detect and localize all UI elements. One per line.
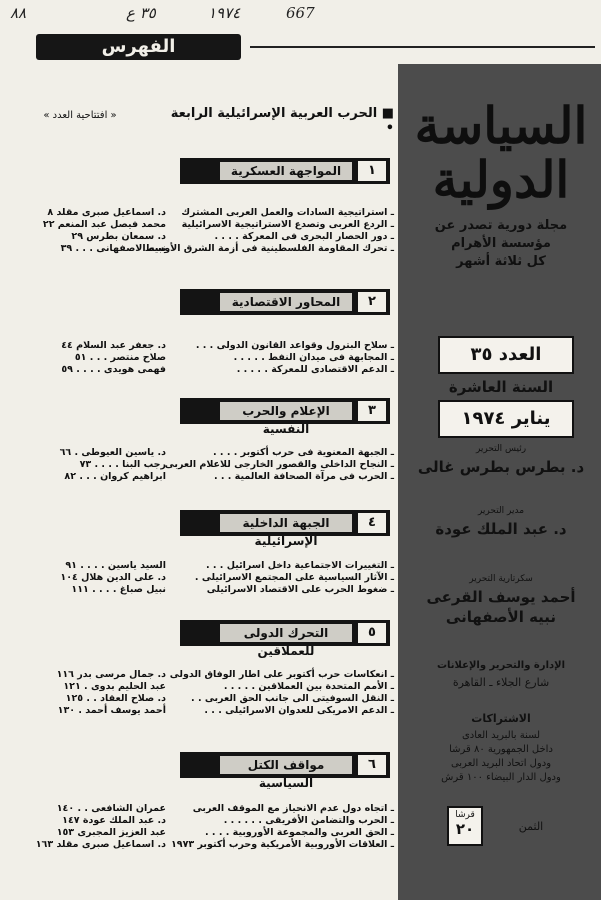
subscription-line: ودول اتحاد البريد العربى xyxy=(450,758,552,769)
article-author-page: ابراهيم كروان . . . ٨٢ xyxy=(64,471,166,482)
article-author-page: د. على الدين هلال ١٠٤ xyxy=(60,572,166,583)
toc-entry xyxy=(8,572,394,584)
admin-label: الإدارة والتحرير والإعلانات xyxy=(436,660,565,671)
article-title: ـ اتجاه دول عدم الانحياز مع الموقف العربى xyxy=(192,803,394,814)
article-title: ـ الحرب فى مرآة الصحافة العالمية . . . xyxy=(213,471,394,482)
toc-entry xyxy=(8,560,394,572)
address: شارع الجلاء ـ القاهرة xyxy=(452,676,550,689)
section-header xyxy=(180,398,390,436)
price-unit: قرشا xyxy=(455,810,475,820)
article-author-page: د. صلاح العقاد . . ١٢٥ xyxy=(65,693,166,704)
article-author-page: د. جمال مرسى بدر ١١٦ xyxy=(56,669,166,680)
toc-entry xyxy=(8,693,394,705)
chief-editor: د. بطرس بطرس غالى xyxy=(417,458,585,476)
article-author-page: د. جعفر عبد السلام ٤٤ xyxy=(61,340,166,351)
article-title: ـ الجبهة المعنوية فى حرب أكتوبر . . . . xyxy=(213,447,394,458)
article-author-page: د. ياسين العيوطى . ٦٦ xyxy=(59,447,166,458)
article-title: ـ العلاقات الأوروبية الأمريكية وحرب أكتوبر ١٩٧٣ xyxy=(171,839,394,850)
section-title: مواقف الكتل السياسية xyxy=(220,756,352,774)
article-author-page: د. سمعان بطرس ٢٩ xyxy=(71,231,166,242)
section-number: ٥ xyxy=(358,623,386,643)
manager-label: مدير التحرير xyxy=(477,506,525,516)
article-title: ـ الحرب والتضامن الأفريقى . . . . . . xyxy=(223,815,394,826)
article-title: ـ المجابهة فى ميدان النفط . . . . . xyxy=(233,352,394,363)
toc-entry xyxy=(8,207,394,219)
article-author-page: السيد ياسين . . . . ٩١ xyxy=(65,560,166,571)
section-header xyxy=(180,620,390,658)
section-number: ١ xyxy=(358,161,386,181)
article-title: ـ استراتيجية السادات والعمل العربى المشترك xyxy=(181,207,394,218)
article-author-page: محمد فيصل عبد المنعم ٢٢ xyxy=(42,219,166,230)
article-title: ـ الردع العربى وتصدع الاستراتيجية الاسرائيلية xyxy=(181,219,394,230)
section-title: المحاور الاقتصادية xyxy=(220,293,352,311)
article-author-page: فهمى هويدى . . . . ٥٩ xyxy=(61,364,166,375)
toc-entry xyxy=(8,669,394,681)
handwritten-note: ١٩٧٤ xyxy=(208,4,241,22)
toc-entry xyxy=(8,459,394,471)
article-author-page: صلاح منتصر . . . ٥١ xyxy=(74,352,166,363)
article-title: ـ التغييرات الاجتماعية داخل اسرائيل . . . xyxy=(205,560,394,571)
price-value: ٢٠ xyxy=(455,820,475,838)
issue-year: السنة العاشرة xyxy=(448,378,554,396)
toc-entry xyxy=(8,815,394,827)
section-header xyxy=(180,510,390,548)
issue-number: العدد ٣٥ xyxy=(438,336,574,374)
toc-entry xyxy=(8,705,394,717)
issue-date: يناير ١٩٧٤ xyxy=(438,400,574,438)
article-title: ـ الحق العربى والمجموعة الأوروبية . . . . xyxy=(205,827,394,838)
article-author-page: نبيل صباغ . . . . ١١١ xyxy=(71,584,166,595)
handwritten-note: 667 xyxy=(286,4,315,22)
section-header xyxy=(180,752,390,790)
article-author-page: أحمد يوسف أحمد . ١٣٠ xyxy=(57,705,166,716)
managing-editor: د. عبد الملك عودة xyxy=(435,520,567,538)
price-label: الثمن xyxy=(518,820,544,833)
toc-entry xyxy=(8,243,394,255)
article-title: ـ دور الحصار البحرى فى المعركة . . . . xyxy=(214,231,394,242)
subscription-line: لسنة بالبريد العادى xyxy=(461,730,541,741)
article-title: ـ النقل السوفيتى الى جانب الحق العربى . . xyxy=(191,693,394,704)
magazine-tagline: مجلة دورية تصدر عن xyxy=(434,218,568,233)
magazine-name-line2: الدولية xyxy=(432,150,570,209)
chief-label: رئيس التحرير xyxy=(475,444,527,454)
handwritten-note: ٨٨ xyxy=(10,4,27,22)
section-number: ٢ xyxy=(358,292,386,312)
toc-entry xyxy=(8,219,394,231)
magazine-tagline: مؤسسة الأهرام xyxy=(451,236,551,251)
section-title: التحرك الدولى للعملاقين xyxy=(220,624,352,642)
toc-entry xyxy=(8,584,394,596)
toc-entry xyxy=(8,231,394,243)
article-author-page: نبيه الاصفهانى . . . ٣٩ xyxy=(60,243,166,254)
article-title: ـ الآثار السياسية على المجتمع الاسرائيلى . xyxy=(194,572,394,583)
toc-entry xyxy=(8,447,394,459)
main-title: ■ الحرب العربية الإسرائيلية الرابعة • xyxy=(170,106,394,136)
article-author-page: عبد العزيز المجبرى ١٥٣ xyxy=(56,827,166,838)
section-number: ٣ xyxy=(358,401,386,421)
opening-editorial: « افتتاحية العدد » xyxy=(43,110,117,121)
secretary: نبيه الأصفهانى xyxy=(445,608,557,626)
section-header xyxy=(180,158,390,184)
magazine-name-line1: السياسة xyxy=(414,96,588,155)
article-author-page: د. اسماعيل صبرى مقلد ٨ xyxy=(47,207,166,218)
toc-entry xyxy=(8,803,394,815)
article-title: ـ النجاح الداخلى والقصور الخارجى للاعلام العربى xyxy=(164,459,394,470)
toc-entry xyxy=(8,340,394,352)
subscription-line: داخل الجمهورية ٨٠ قرشا xyxy=(449,744,553,755)
subscriptions-label: الاشتراكات xyxy=(471,712,531,725)
secretaries-label: سكرتارية التحرير xyxy=(469,574,533,584)
toc-entry xyxy=(8,839,394,851)
handwritten-note: ٣٥ ع xyxy=(126,4,156,22)
section-title: الجبهة الداخلية الإسرائيلية xyxy=(220,514,352,532)
toc-entry xyxy=(8,352,394,364)
toc-entry xyxy=(8,681,394,693)
magazine-tagline: كل ثلاثة أشهر xyxy=(456,254,546,269)
toc-entry xyxy=(8,471,394,483)
article-author-page: عبد الحليم بدوى . ١٢١ xyxy=(63,681,166,692)
article-title: ـ سلاح البترول وقواعد القانون الدولى . . . xyxy=(195,340,394,351)
section-number: ٦ xyxy=(358,755,386,775)
toc-entry xyxy=(8,364,394,376)
article-title: ـ انعكاسات حرب أكتوبر على اطار الوفاق الدولى xyxy=(169,669,394,680)
section-title: الإعلام والحرب النفسية xyxy=(220,402,352,420)
article-author-page: عمران الشافعى . . ١٤٠ xyxy=(56,803,166,814)
section-header xyxy=(180,289,390,315)
article-title: ـ تحرك المقاومة الفلسطينية فى أزمة الشرق الأوسط xyxy=(144,243,394,254)
article-author-page: رجب البنا . . . . ٧٣ xyxy=(79,459,166,470)
section-number: ٤ xyxy=(358,513,386,533)
subscription-line: ودول الدار البيضاء ١٠٠ قرش xyxy=(441,772,561,783)
price-box xyxy=(447,806,483,846)
index-title: الفهرس xyxy=(36,34,241,60)
article-title: ـ الدعم الامريكى للعدوان الاسرائيلى . . . xyxy=(204,705,394,716)
article-title: ـ الأمم المتحدة بين العملاقين . . . . . xyxy=(223,681,394,692)
article-author-page: د. عبد الملك عودة ١٤٧ xyxy=(62,815,166,826)
article-title: ـ الدعم الاقتصادى للمعركة . . . . . xyxy=(236,364,394,375)
toc-entry xyxy=(8,827,394,839)
article-author-page: د. اسماعيل صبرى مقلد ١٦٣ xyxy=(35,839,166,850)
secretary: أحمد يوسف القرعى xyxy=(426,588,576,606)
divider xyxy=(250,46,595,48)
article-title: ـ ضغوط الحرب على الاقتصاد الاسرائيلى xyxy=(206,584,394,595)
section-title: المواجهة العسكرية xyxy=(220,162,352,180)
